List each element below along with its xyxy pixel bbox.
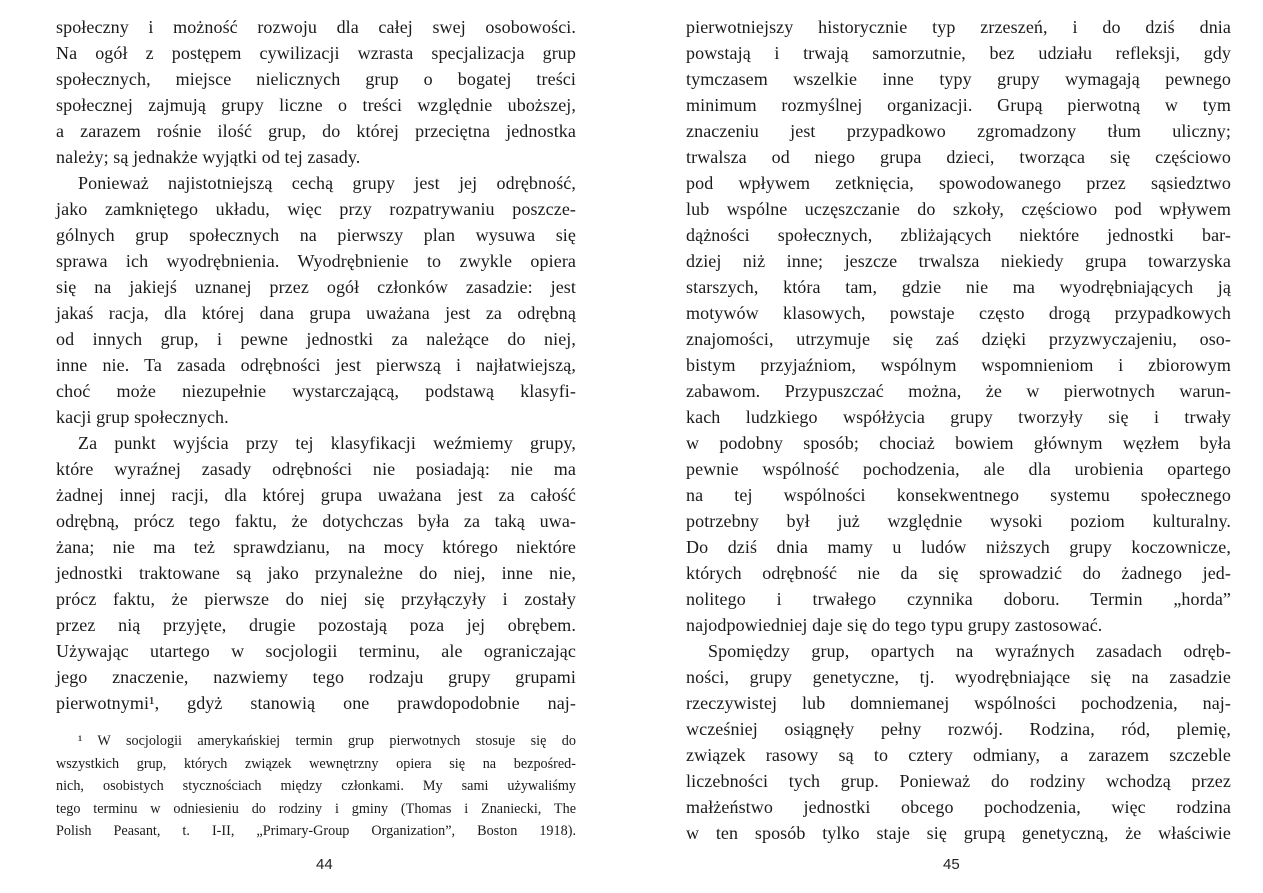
text-line: które wyraźnej zasady odrębności nie posiadają: nie ma [56, 459, 576, 479]
text-line: znaczeniu jest przypadkowo zgromadzony tłum uliczny; [686, 121, 1231, 141]
text-line: prócz faktu, że pierwsze do niej się przyłączyły i zostały [56, 589, 576, 609]
page-number: 45 [943, 856, 960, 873]
text-line: lub wspólne uczęszczanie do szkoły, częściowo pod wpływem [686, 199, 1231, 219]
text-line: tymczasem wszelkie inne typy grupy wymagają pewnego [686, 69, 1231, 89]
right-page-body [686, 14, 1231, 846]
footnote-line: tego terminu w odniesieniu do rodziny i gminy (Thomas i Znaniecki, The [56, 800, 576, 817]
text-line: potrzebny był już względnie wysoki poziom kulturalny. [686, 511, 1231, 531]
text-line: pod wpływem zetknięcia, spowodowanego przez sąsiedztwo [686, 173, 1231, 193]
footnote-line: nich, osobistych stycznościach między członkami. My sami używaliśmy [56, 778, 576, 794]
text-line: powstają i trwają samorzutnie, bez udziału refleksji, gdy [686, 43, 1231, 63]
text-line: choć może niezupełnie wystarczającą, podstawą klasyfi- [56, 381, 576, 401]
text-line: Do dziś dnia mamy u ludów niższych grupy koczownicze, [686, 537, 1231, 557]
text-line: małżeństwo jednostki obcego pochodzenia, więc rodzina [686, 797, 1231, 817]
text-line: dążności społecznych, zbliżających niektóre jednostki bar- [686, 225, 1231, 245]
text-line: się na jakiejś uznanej przez ogół członków zasadzie: jest [56, 277, 576, 297]
text-line: starszych, która tam, gdzie nie ma wyodrębniających ją [686, 277, 1231, 297]
text-line: jednostki traktowane są jako przynależne do niej, inne nie, [56, 563, 576, 583]
text-line: ności, grupy genetyczne, tj. wyodrębniające się na zasadzie [686, 667, 1231, 687]
page-number: 44 [316, 856, 333, 873]
text-line: Używając utartego w socjologii terminu, ale ograniczając [56, 641, 576, 661]
text-line: kach ludzkiego współżycia grupy tworzyły się i trwały [686, 407, 1231, 427]
text-line: Na ogół z postępem cywilizacji wzrasta specjalizacja grup [56, 43, 576, 63]
text-line: w ten sposób tylko staje się grupą genetyczną, że właściwie [686, 823, 1231, 843]
text-line: inne nie. Ta zasada odrębności jest pierwszą i najłatwiejszą, [56, 355, 576, 375]
text-line: nolitego i trwałego czynnika doboru. Termin „horda” [686, 589, 1231, 609]
footnote-line: wszystkich grup, których związek wewnętrzny opiera się na bezpośred- [56, 755, 576, 772]
left-page [56, 14, 576, 843]
text-line: na tej wspólności konsekwentnego systemu społecznego [686, 485, 1231, 505]
text-line: żadnej innej racji, dla której grupa uważana jest za całość [56, 485, 576, 505]
text-line: Za punkt wyjścia przy tej klasyfikacji weźmiemy grupy, [78, 433, 576, 453]
text-line: w podobny sposób; chociaż bowiem głównym węzłem była [686, 433, 1231, 453]
text-line: liczebności tych grup. Ponieważ do rodziny wchodzą przez [686, 771, 1231, 791]
text-line: trwalsza od niego grupa dzieci, tworząca się częściowo [686, 147, 1231, 167]
text-line: minimum rozmyślnej organizacji. Grupą pierwotną w tym [686, 95, 1231, 115]
text-line: Spomiędzy grup, opartych na wyraźnych zasadach odręb- [708, 641, 1231, 661]
footnote-line: Polish Peasant, t. I-II, „Primary-Group Organization”, Boston 1918). [56, 823, 576, 839]
text-line: pewnie wspólność pochodzenia, ale dla urobienia opartego [686, 459, 1231, 479]
text-line: jakaś racja, dla której dana grupa uważana jest za odrębną [56, 303, 576, 323]
text-line: a zarazem rośnie ilość grup, do której przeciętna jednostka [56, 121, 576, 141]
text-line: Ponieważ najistotniejszą cechą grupy jest jej odrębność, [78, 173, 576, 193]
text-line: społecznej zajmują grupy liczne o treści względnie uboższej, [56, 95, 576, 115]
text-line: których odrębność nie da się sprowadzić do żadnego jed- [686, 563, 1231, 583]
text-line: związek rasowy są to cztery odmiany, a zarazem szczeble [686, 745, 1231, 765]
text-line: społecznych, miejsce nielicznych grup o bogatej treści [56, 69, 576, 89]
text-line: pierwotnymi¹, gdyż stanowią one prawdopodobnie naj- [56, 693, 576, 713]
text-line: należy; są jednakże wyjątki od tej zasady. [56, 147, 361, 167]
text-line: zabawom. Przypuszczać można, że w pierwotnych warun- [686, 381, 1231, 401]
text-line: społeczny i możność rozwoju dla całej swej osobowości. [56, 17, 576, 37]
right-page [686, 14, 1231, 846]
text-line: od innych grup, i pewne jednostki za należące do niej, [56, 329, 576, 349]
text-line: przez nią przyjęte, drugie pozostają poza jej obrębem. [56, 615, 576, 635]
text-line: wcześniej osiągnęły pełny rozwój. Rodzina, ród, plemię, [686, 719, 1231, 739]
text-line: znajomości, utrzymuje się zaś dzięki przyzwyczajeniu, oso- [686, 329, 1231, 349]
text-line: odrębną, prócz tego faktu, że dotychczas była za taką uwa- [56, 511, 576, 531]
text-line: bistym przyjaźniom, wspólnym wspomnieniom i zbiorowym [686, 355, 1231, 375]
text-line: żana; nie ma też sprawdzianu, na mocy którego niektóre [56, 537, 576, 557]
footnote [56, 730, 576, 843]
text-line: najodpowiedniej daje się do tego typu grupy zastosować. [686, 615, 1103, 635]
footnote-line: ¹ W socjologii amerykańskiej termin grup pierwotnych stosuje się do [78, 733, 576, 749]
text-line: sprawa ich wyodrębnienia. Wyodrębnienie to zwykle opiera [56, 251, 576, 271]
text-line: rzeczywistej lub domniemanej wspólności pochodzenia, naj- [686, 693, 1231, 713]
text-line: motywów klasowych, powstaje często drogą przypadkowych [686, 303, 1231, 323]
text-line: pierwotniejszy historycznie typ zrzeszeń, i do dziś dnia [686, 17, 1231, 37]
text-line: kacji grup społecznych. [56, 407, 229, 427]
text-line: dziej niż inne; jeszcze trwalsza niekiedy grupa towarzyska [686, 251, 1231, 271]
left-page-body [56, 14, 576, 716]
text-line: jego znaczenie, nazwiemy tego rodzaju grupy grupami [56, 667, 576, 687]
text-line: gólnych grup społecznych na pierwszy plan wysuwa się [56, 225, 576, 245]
text-line: jako zamkniętego układu, więc przy rozpatrywaniu poszcze- [56, 199, 576, 219]
